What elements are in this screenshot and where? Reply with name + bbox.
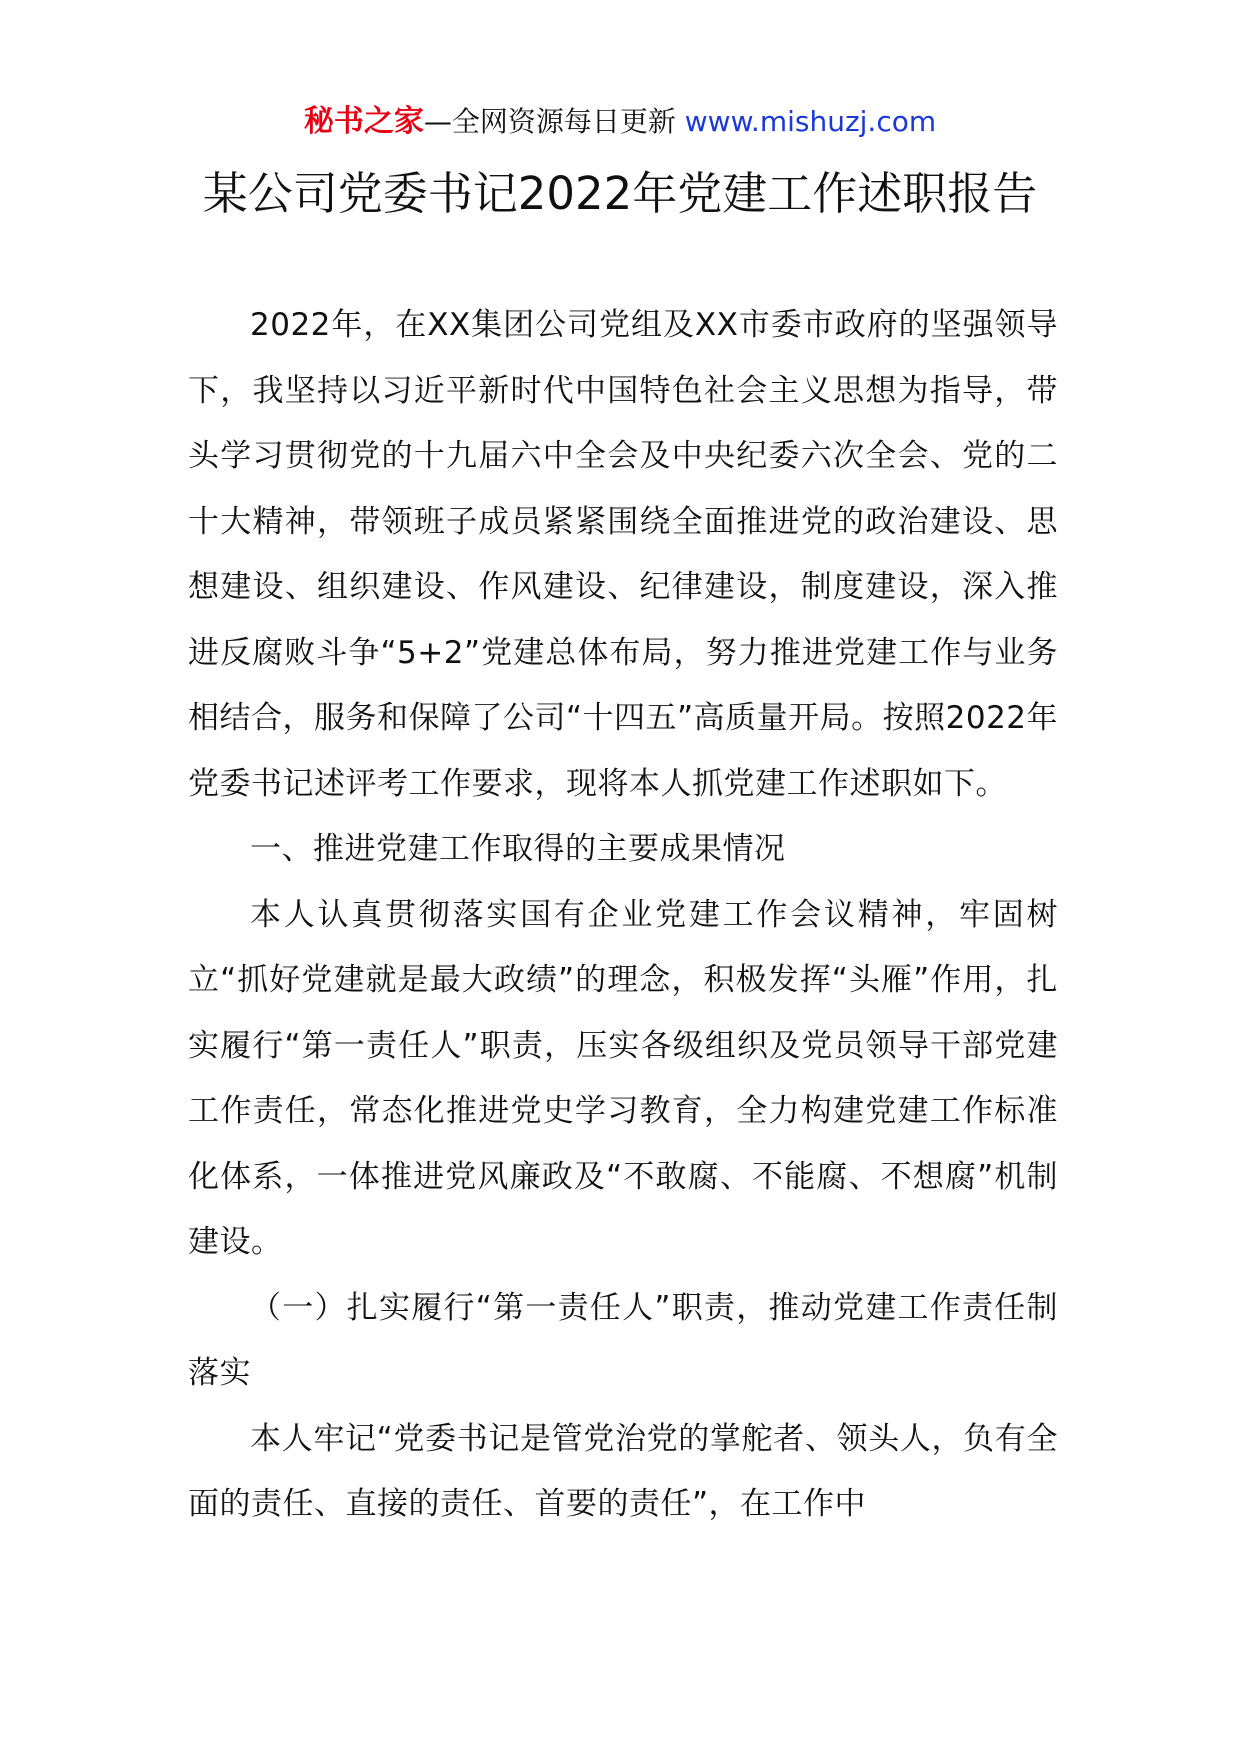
subsection-heading-1: （一）扎实履行“第一责任人”职责，推动党建工作责任制落实 — [188, 1289, 1058, 1391]
watermark-header — [0, 102, 1240, 142]
document-body — [188, 293, 1058, 1538]
subsection-1-paragraph: 本人牢记“党委书记是管党治党的掌舵者、领头人，负有全面的责任、直接的责任、首要的责任”，在工作中 — [188, 1420, 1058, 1522]
section-heading-1: 一、推进党建工作取得的主要成果情况 — [250, 831, 786, 867]
section-1-paragraph: 本人认真贯彻落实国有企业党建工作会议精神，牢固树立“抓好党建就是最大政绩”的理念，积极发挥“头雁”作用，扎实履行“第一责任人”职责，压实各级组织及党员领导干部党建工作责任，常态化推进党史学习教育，全力构建党建工作标准化体系，一体推进党风廉政及“不敢腐、不能腐、不想腐”机制建设。 — [188, 896, 1058, 1260]
document-title: 某公司党委书记2022年党建工作述职报告 — [202, 167, 1038, 220]
brand-name: 秘书之家 — [303, 104, 424, 139]
website-link[interactable]: www.mishuzj.com — [684, 105, 937, 138]
intro-paragraph: 2022年，在XX集团公司党组及XX市委市政府的坚强领导下，我坚持以习近平新时代中国特色社会主义思想为指导，带头学习贯彻党的十九届六中全会及中央纪委六次全会、党的二十大精神，带领班子成员紧紧围绕全面推进党的政治建设、思想建设、组织建设、作风建设、纪律建设，制度建设，深入推进反腐败斗争“5+2”党建总体布局，努力推进党建工作与业务相结合，服务和保障了公司“十四五”高质量开局。按照2022年党委书记述评考工作要求，现将本人抓党建工作述职如下。 — [188, 307, 1059, 802]
header-slogan: —全网资源每日更新 — [423, 105, 676, 138]
